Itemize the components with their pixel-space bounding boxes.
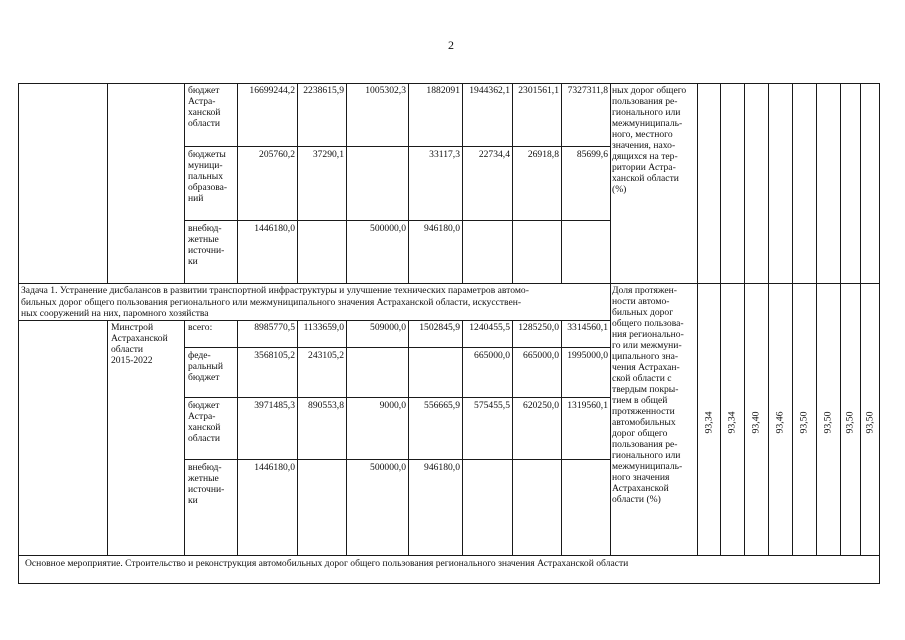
row-line [184,397,610,398]
amount-cell: 1995000,0 [567,350,608,361]
indicator-value: 93,50 [844,411,856,434]
col-line [792,283,793,555]
col-line [768,83,769,283]
amount-cell: 946180,0 [424,223,460,234]
amount-cell: 243105,2 [308,350,344,361]
indicator-value: 93,50 [822,411,834,434]
col-line [107,320,108,555]
col-line [744,283,745,555]
amount-cell: 8985770,5 [254,322,295,333]
col-line [720,83,721,283]
task-line: Задача 1. Устранение дисбалансов в развитии транспортной инфраструктуры и улучшение технических параметров автомо- [21,285,529,296]
main-event-text: Основное мероприятие. Строительство и реконструкция автомобильных дорог общего пользования регионального значения Астраханской области [25,558,629,569]
col-line [408,83,409,283]
table-border-top [18,83,879,84]
amount-cell: 2301561,1 [518,85,559,96]
indicator-value: 93,34 [703,411,714,434]
table-border-left [18,83,19,583]
amount-cell: 620250,0 [523,400,559,411]
amount-cell: 1502845,9 [419,322,460,333]
amount-cell: 500000,0 [370,223,406,234]
executor-cell: Минстрой Астраханской области 2015-2022 [111,322,168,366]
funding-source: бюджет Астра- ханской области [188,400,221,444]
col-line [744,83,745,283]
col-line [697,283,698,555]
amount-cell: 500000,0 [370,462,406,473]
col-line [610,283,611,555]
amount-cell: 890553,8 [308,400,344,411]
amount-cell: 3568105,2 [254,350,295,361]
amount-cell: 26918,8 [527,149,559,160]
row-line [184,146,610,147]
col-line [297,83,298,283]
amount-cell: 665000,0 [474,350,510,361]
row-line [184,459,610,460]
funding-source: бюджеты муници- пальных образова- ний [188,149,228,204]
amount-cell: 33117,3 [429,149,460,160]
indicator-text: ных дорог общего пользования ре- гионального или межмуниципаль- ного, местного значения, нахо- дящихся на тер- ритории Астра- ханской области (%) [612,85,687,195]
col-line [561,83,562,283]
amount-cell: 85699,6 [576,149,608,160]
col-line [720,283,721,555]
col-line [840,83,841,283]
col-line [816,283,817,555]
col-line [768,283,769,555]
col-line [184,320,185,555]
amount-cell: 1319560,1 [567,400,608,411]
amount-cell: 1240455,5 [469,322,510,333]
col-line [346,320,347,555]
amount-cell: 575455,5 [474,400,510,411]
col-line [840,283,841,555]
amount-cell: 556665,9 [424,400,460,411]
row-line [184,347,610,348]
amount-cell: 1005302,3 [365,85,406,96]
amount-cell: 16699244,2 [249,85,295,96]
amount-cell: 7327311,8 [567,85,608,96]
indicator-value: 93,34 [726,411,738,434]
amount-cell: 1944362,1 [469,85,510,96]
col-line [792,83,793,283]
funding-source: бюджет Астра- ханской области [188,85,221,129]
col-line [346,83,347,283]
amount-cell: 2238615,9 [303,85,344,96]
funding-source: внебюд- жетные источни- ки [188,223,225,267]
col-line [184,83,185,283]
amount-cell: 205760,2 [259,149,295,160]
indicator-value: 93,50 [864,411,875,434]
task-line: бильных дорог общего пользования регионального или межмуниципального значения Астраханской области, искусствен- [21,296,522,308]
amount-cell: 665000,0 [523,350,559,361]
amount-cell: 1446180,0 [254,223,295,234]
table-border-right [879,83,880,584]
funding-source: феде- ральный бюджет [188,350,224,383]
amount-cell: 1882091 [426,85,460,96]
table-border-bottom [18,583,879,584]
amount-cell: 3314560,1 [567,322,608,333]
col-line [610,83,611,283]
amount-cell: 1446180,0 [254,462,295,473]
col-line [237,83,238,283]
amount-cell: 22734,4 [478,149,510,160]
col-line [462,83,463,283]
amount-cell: 9000,0 [379,400,406,411]
col-line [697,83,698,283]
row-line [184,220,610,221]
col-line [408,320,409,555]
row-line [18,555,879,556]
col-line [860,283,861,555]
col-line [816,83,817,283]
amount-cell: 1133659,0 [303,322,344,333]
indicator-text: Доля протяжен- ности автомо- бильных дорог общего пользова- ния регионально- го или межмуни- ципального зна- чения Астрахан- ской области с твердым покры- тием в общей протяженности автомобильных дорог общего пользования ре- гионального или межмуниципаль- ного значения Астраханской области (%) [612,285,684,505]
amount-cell: 1285250,0 [518,322,559,333]
row-line [18,283,879,284]
col-line [107,83,108,283]
task-line: ных сооружений на них, паромного хозяйства [21,308,209,319]
indicator-value: 93,50 [798,411,810,434]
amount-cell: 3971485,3 [254,400,295,411]
page-number: 2 [448,38,454,52]
funding-source: внебюд- жетные источни- ки [188,462,225,506]
funding-source: всего: [188,322,213,333]
indicator-value: 93,46 [774,411,786,434]
amount-cell: 946180,0 [424,462,460,473]
indicator-value: 93,40 [750,411,762,434]
amount-cell: 37290,1 [312,149,344,160]
col-line [512,83,513,283]
col-line [860,83,861,283]
amount-cell: 509000,0 [370,322,406,333]
